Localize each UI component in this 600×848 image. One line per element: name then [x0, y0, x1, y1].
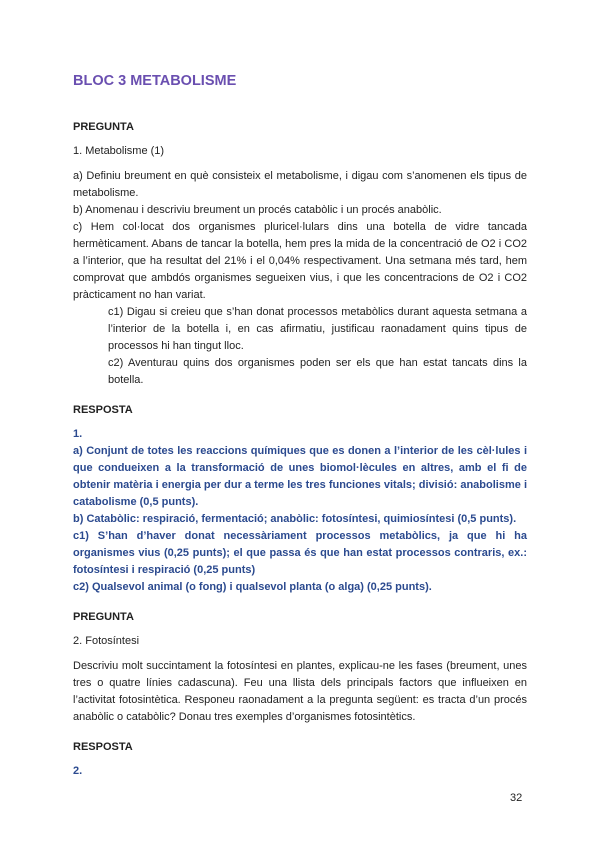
question-part-c: c) Hem col·locat dos organismes pluricel·lulars dins una botella de vidre tancada hermèticament. Abans de tancar la botella, hem pres la mida de la concentració de O2 i CO2 a l’interior, que ha resultat del 21% i el 0,04% respectivament. Una setmana més tard, hem comprovat que ambdós organismes segueixen vius, i que les concentracions de O2 i CO2 pràcticament no han variat.	[73, 221, 527, 301]
page-content	[73, 72, 527, 780]
question-2-text: Descriviu molt succintament la fotosíntesi en plantes, explicau-ne les fases (breument, unes tres o quatre línies cadascuna). Feu una llista dels principals factors que influeixen en l’activitat fotosintètica. Responeu raonadament a la pregunta següent: es tracta d’un procés anabòlic o catabòlic? Donau tres exemples d’organismes fotosintètics.	[73, 660, 527, 723]
answer-number: 2.	[73, 765, 83, 777]
question-1-body	[73, 168, 527, 389]
question-part-c1: c1) Digau si creieu que s’han donat processos metabòlics durant aquesta setmana a l’interior de la botella i, en cas afirmatiu, justificau raonadament quins tipus de processos hi han tingut lloc.	[108, 306, 527, 352]
question-label: PREGUNTA	[73, 121, 134, 133]
answer-label: RESPOSTA	[73, 404, 133, 416]
question-heading: 2. Fotosíntesi	[73, 635, 140, 647]
answer-number: 1.	[73, 428, 83, 440]
answer-part-b: b) Catabòlic: respiració, fermentació; anabòlic: fotosíntesi, quimiosíntesi (0,5 punts).	[73, 513, 517, 525]
answer-part-c1: c1) S’han d’haver donat necessàriament processos metabòlics, ja que hi ha organismes vius (0,25 punts); el que passa és que han estat processos contraris, ex.: fotosíntesi i respiració (0,25 punts)	[73, 530, 527, 576]
answer-part-c2: c2) Qualsevol animal (o fong) i qualsevol planta (o alga) (0,25 punts).	[73, 581, 432, 593]
question-heading: 1. Metabolisme (1)	[73, 145, 165, 157]
answer-1-body	[73, 426, 527, 596]
question-part-a: a) Definiu breument en què consisteix el metabolisme, i digau com s’anomenen els tipus de metabolisme.	[73, 170, 527, 199]
question-part-b: b) Anomenau i descriviu breument un procés catabòlic i un procés anabòlic.	[73, 204, 442, 216]
question-part-c2: c2) Aventurau quins dos organismes poden ser els que han estat tancats dins la botella.	[108, 357, 527, 386]
answer-part-a: a) Conjunt de totes les reaccions químiques que es donen a l’interior de les cèl·lules i que condueixen a la transformació de unes biomol·lècules en altres, amb el fi de obtenir matèria i energia per dur a terme les tres funciones vitals; divisió: anabolisme i catabolisme (0,5 punts).	[73, 445, 527, 508]
answer-label: RESPOSTA	[73, 741, 133, 753]
page-title: BLOC 3 METABOLISME	[73, 73, 237, 89]
question-label: PREGUNTA	[73, 611, 134, 623]
page-number: 32	[510, 792, 523, 804]
